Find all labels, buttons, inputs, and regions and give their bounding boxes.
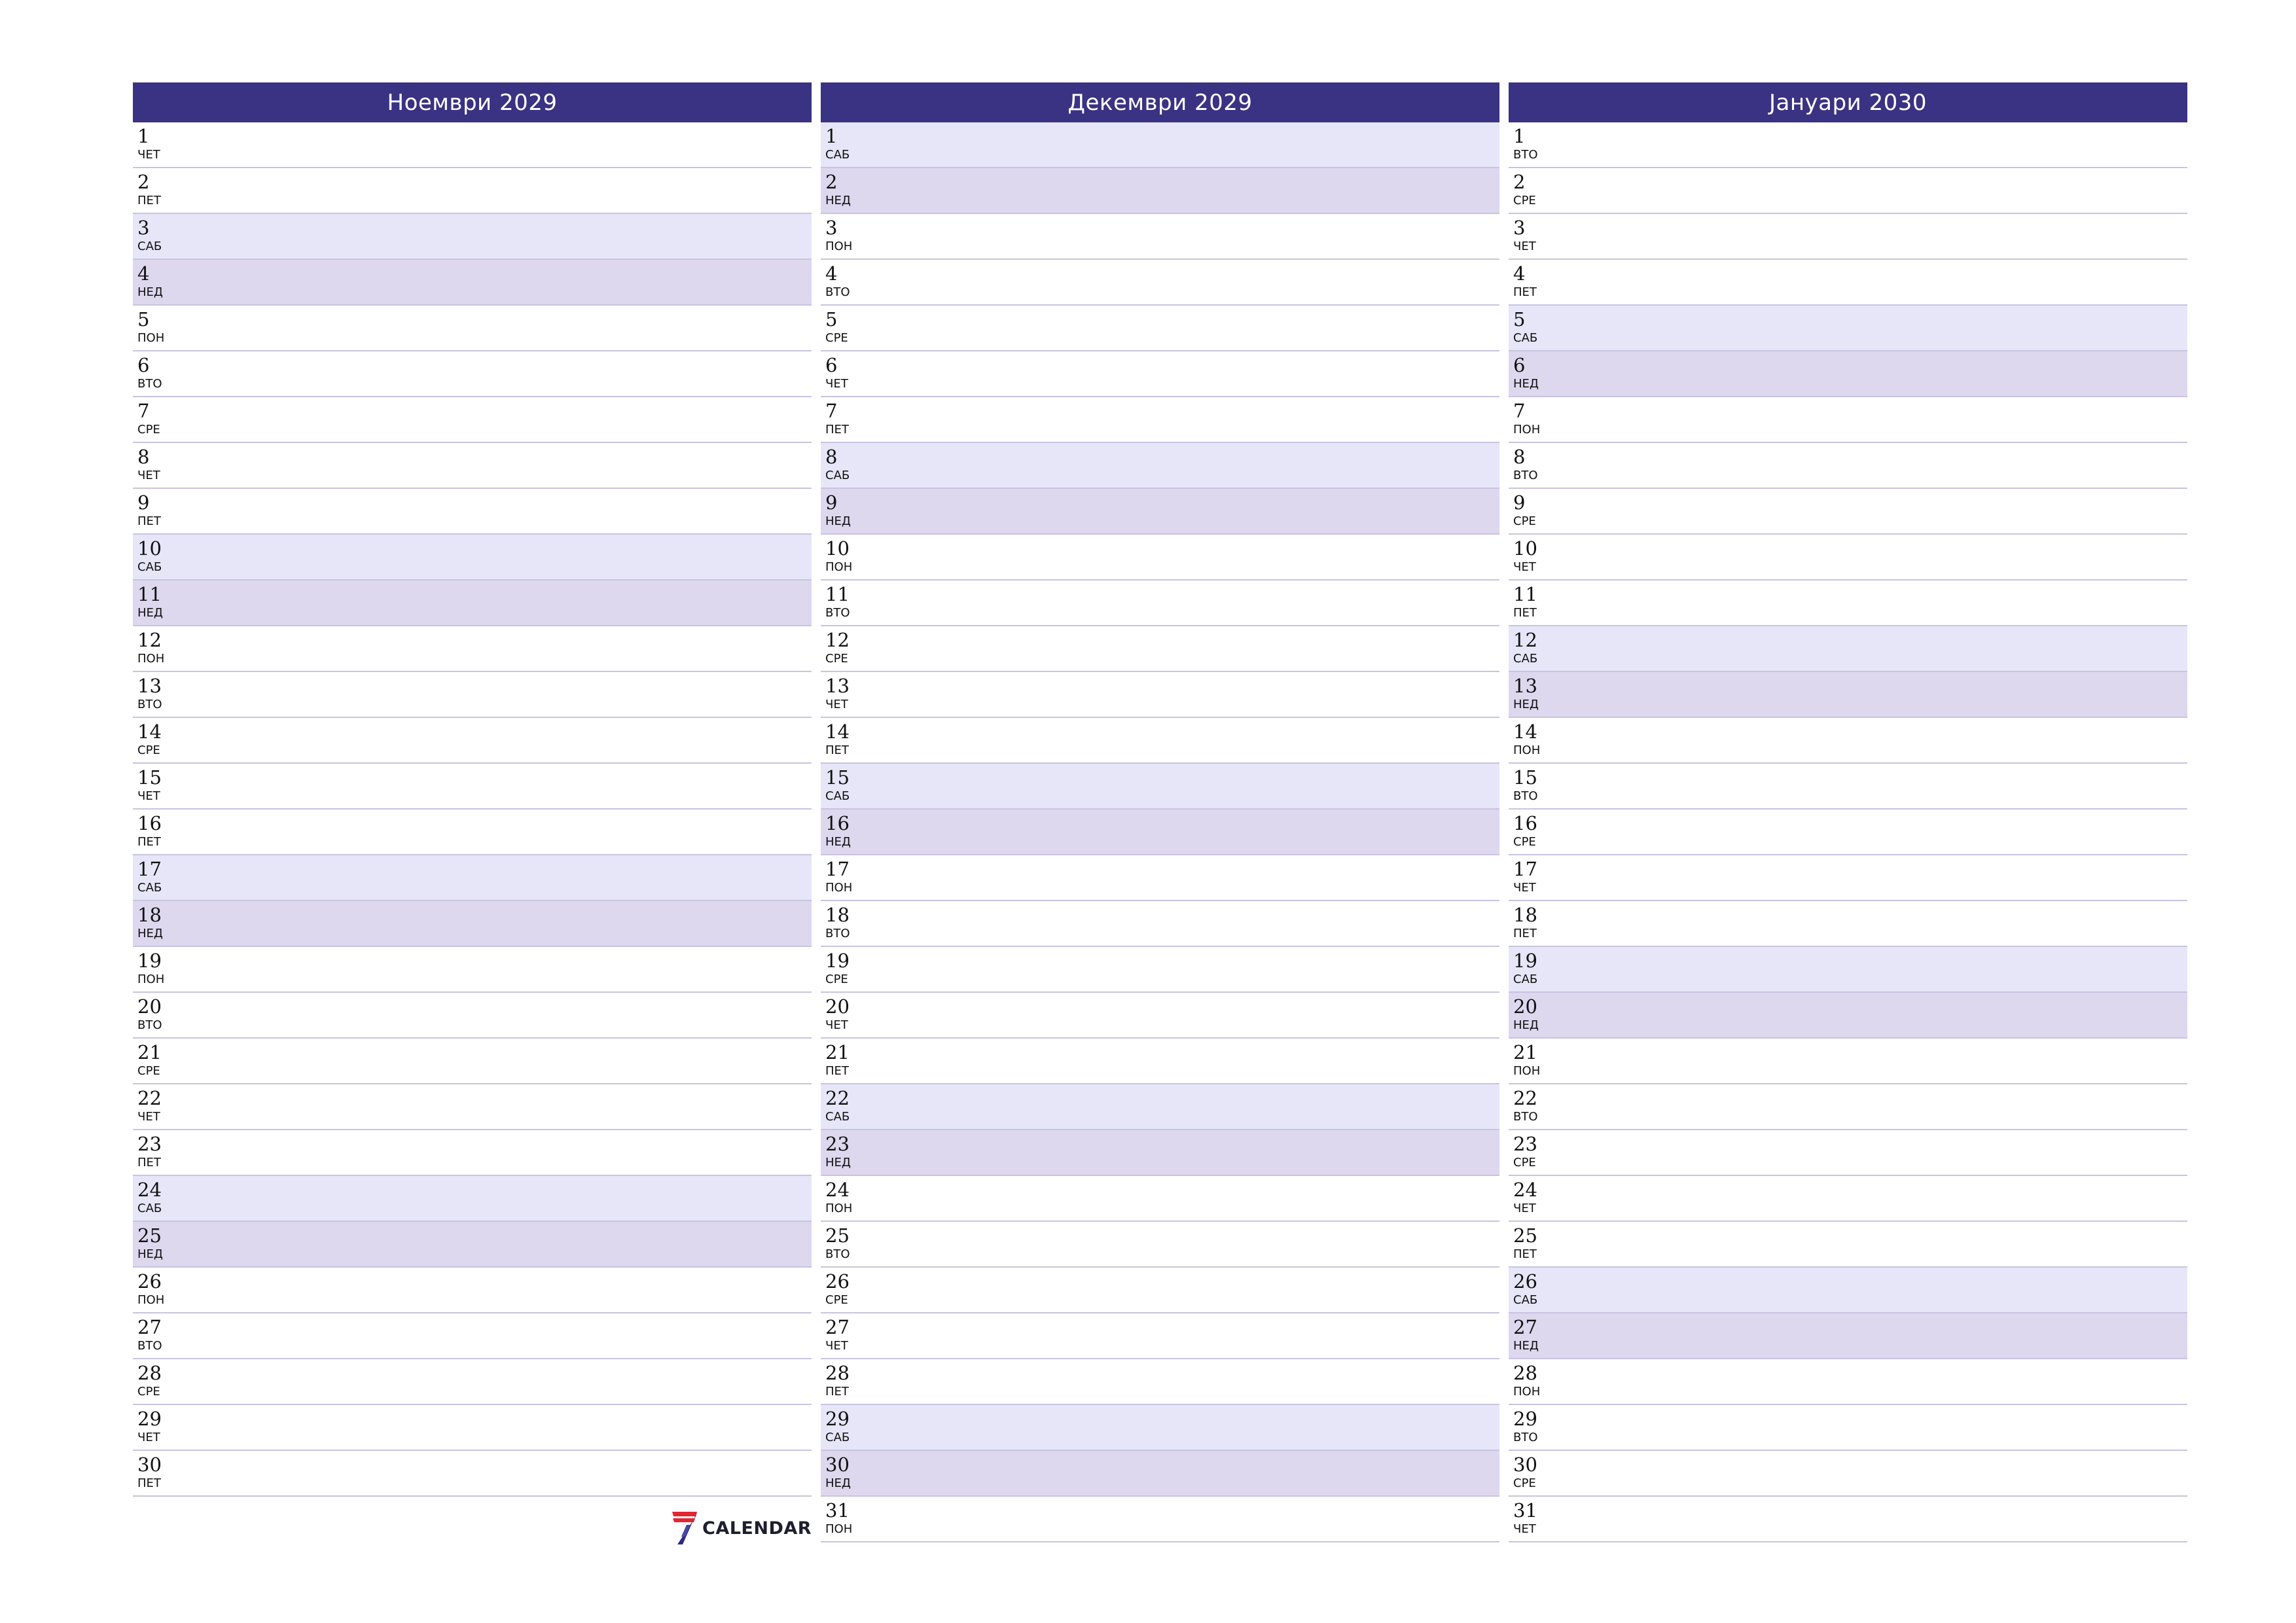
day-number: 17 <box>825 858 850 880</box>
day-of-week: САБ <box>825 1110 850 1124</box>
day-of-week: ПОН <box>825 240 853 253</box>
day-number: 12 <box>825 629 850 651</box>
day-of-week: СРЕ <box>1513 194 1536 207</box>
day-number: 6 <box>825 354 838 376</box>
day-row <box>1509 351 2187 397</box>
day-of-week: ПЕТ <box>1513 927 1537 940</box>
day-row <box>133 718 812 764</box>
day-row <box>821 1405 1499 1451</box>
day-of-week: ВТО <box>825 606 850 620</box>
day-number: 9 <box>1513 491 1526 514</box>
day-of-week: ВТО <box>137 698 162 711</box>
day-of-week: НЕД <box>825 194 851 207</box>
day-of-week: ВТО <box>1513 789 1538 803</box>
day-row <box>133 1130 812 1176</box>
day-row <box>1509 1084 2187 1130</box>
day-of-week: ЧЕТ <box>137 469 160 482</box>
day-number: 25 <box>825 1224 850 1247</box>
day-number: 13 <box>825 675 850 697</box>
day-of-week: ВТО <box>1513 469 1538 482</box>
day-row <box>821 810 1499 855</box>
day-number: 4 <box>1513 262 1526 285</box>
day-row <box>133 306 812 351</box>
day-number: 27 <box>825 1316 850 1338</box>
day-of-week: НЕД <box>825 514 851 528</box>
day-number: 7 <box>825 400 838 422</box>
day-number: 29 <box>825 1408 850 1430</box>
day-of-week: СРЕ <box>137 1064 160 1078</box>
day-of-week: САБ <box>137 881 162 895</box>
day-of-week: НЕД <box>825 1156 851 1169</box>
day-list <box>133 122 812 1497</box>
day-of-week: ПЕТ <box>825 1064 849 1078</box>
day-row <box>1509 1176 2187 1222</box>
day-of-week: ЧЕТ <box>1513 1202 1536 1215</box>
day-number: 10 <box>825 537 850 560</box>
day-number: 18 <box>137 904 162 926</box>
day-of-week: ВТО <box>1513 148 1538 162</box>
day-number: 4 <box>825 262 838 285</box>
day-row <box>133 855 812 901</box>
day-row <box>133 1451 812 1497</box>
day-row <box>821 1268 1499 1313</box>
day-of-week: ЧЕТ <box>1513 1522 1536 1536</box>
day-of-week: САБ <box>137 240 162 253</box>
day-number: 22 <box>1513 1087 1537 1109</box>
day-row <box>1509 580 2187 626</box>
day-row <box>821 260 1499 306</box>
day-of-week: ЧЕТ <box>825 1339 848 1353</box>
day-of-week: САБ <box>1513 972 1538 986</box>
day-number: 2 <box>137 171 150 193</box>
day-row <box>133 626 812 672</box>
day-number: 11 <box>1513 583 1537 605</box>
day-row <box>133 947 812 993</box>
day-row <box>133 535 812 580</box>
day-number: 20 <box>1513 995 1537 1018</box>
day-row <box>1509 1359 2187 1405</box>
day-row <box>821 1313 1499 1359</box>
day-number: 2 <box>825 171 838 193</box>
day-of-week: ЧЕТ <box>1513 881 1536 895</box>
month-column-november <box>133 82 812 1543</box>
day-of-week: НЕД <box>825 1476 851 1490</box>
month-column-january <box>1509 82 2187 1543</box>
day-number: 23 <box>137 1133 162 1155</box>
day-number: 23 <box>825 1133 850 1155</box>
day-row <box>1509 443 2187 489</box>
day-number: 15 <box>137 766 162 789</box>
day-number: 14 <box>825 721 850 743</box>
day-row <box>1509 672 2187 718</box>
day-row <box>1509 1039 2187 1084</box>
day-of-week: СРЕ <box>825 1293 848 1307</box>
day-of-week: САБ <box>1513 331 1538 345</box>
day-of-week: ПОН <box>825 1202 853 1215</box>
day-of-week: НЕД <box>1513 377 1539 391</box>
day-number: 6 <box>137 354 150 376</box>
day-row <box>821 718 1499 764</box>
day-row <box>133 1084 812 1130</box>
day-of-week: НЕД <box>1513 1018 1539 1032</box>
day-number: 31 <box>1513 1499 1537 1522</box>
day-number: 26 <box>825 1270 850 1293</box>
day-number: 6 <box>1513 354 1526 376</box>
day-row <box>1509 1497 2187 1543</box>
day-of-week: СРЕ <box>825 331 848 345</box>
day-number: 28 <box>825 1362 850 1384</box>
day-of-week: ПОН <box>825 881 853 895</box>
day-number: 3 <box>825 217 838 239</box>
day-of-week: ПЕТ <box>1513 606 1537 620</box>
day-number: 18 <box>1513 904 1537 926</box>
day-number: 20 <box>137 995 162 1018</box>
day-of-week: ЧЕТ <box>137 1110 160 1124</box>
day-number: 24 <box>825 1179 850 1201</box>
month-header: Ноември 2029 <box>133 82 812 122</box>
day-row <box>133 810 812 855</box>
day-row <box>821 764 1499 810</box>
day-of-week: СРЕ <box>825 972 848 986</box>
day-of-week: СРЕ <box>1513 1156 1536 1169</box>
day-row <box>1509 901 2187 947</box>
day-of-week: ЧЕТ <box>1513 240 1536 253</box>
day-number: 10 <box>1513 537 1537 560</box>
day-of-week: ЧЕТ <box>137 789 160 803</box>
day-of-week: ВТО <box>137 1339 162 1353</box>
day-number: 13 <box>137 675 162 697</box>
day-of-week: ПЕТ <box>825 743 849 757</box>
day-number: 7 <box>1513 400 1526 422</box>
day-list <box>821 122 1499 1543</box>
day-of-week: ВТО <box>1513 1431 1538 1444</box>
day-row <box>1509 535 2187 580</box>
day-row <box>133 1313 812 1359</box>
day-row <box>1509 122 2187 168</box>
day-number: 25 <box>137 1224 162 1247</box>
day-of-week: ВТО <box>137 377 162 391</box>
day-row <box>133 1039 812 1084</box>
day-number: 16 <box>1513 812 1537 834</box>
day-row <box>1509 397 2187 443</box>
day-row <box>821 535 1499 580</box>
day-row <box>1509 718 2187 764</box>
day-of-week: ПОН <box>825 560 853 574</box>
day-number: 5 <box>137 308 150 330</box>
day-of-week: ПОН <box>1513 1385 1541 1399</box>
day-row <box>133 901 812 947</box>
day-row <box>821 306 1499 351</box>
day-number: 1 <box>137 125 150 147</box>
day-of-week: ЧЕТ <box>137 1431 160 1444</box>
day-row <box>821 901 1499 947</box>
day-of-week: САБ <box>825 789 850 803</box>
day-row <box>1509 810 2187 855</box>
day-of-week: ПЕТ <box>137 1156 161 1169</box>
day-number: 17 <box>1513 858 1537 880</box>
day-of-week: ВТО <box>825 927 850 940</box>
month-header: Декември 2029 <box>821 82 1499 122</box>
day-row <box>821 214 1499 260</box>
day-row <box>133 260 812 306</box>
day-of-week: САБ <box>825 148 850 162</box>
day-of-week: ПОН <box>825 1522 853 1536</box>
day-of-week: ПОН <box>1513 423 1541 437</box>
day-number: 3 <box>1513 217 1526 239</box>
day-number: 16 <box>137 812 162 834</box>
day-of-week: ПОН <box>1513 743 1541 757</box>
day-number: 19 <box>825 950 850 972</box>
day-number: 2 <box>1513 171 1526 193</box>
day-of-week: СРЕ <box>137 423 160 437</box>
day-row <box>821 1497 1499 1543</box>
day-number: 29 <box>137 1408 162 1430</box>
day-row <box>821 443 1499 489</box>
day-of-week: ПОН <box>137 972 165 986</box>
day-number: 22 <box>137 1087 162 1109</box>
day-number: 21 <box>825 1041 850 1063</box>
day-of-week: САБ <box>1513 1293 1538 1307</box>
day-row <box>821 1176 1499 1222</box>
day-of-week: ПОН <box>1513 1064 1541 1078</box>
day-number: 5 <box>1513 308 1526 330</box>
day-number: 26 <box>137 1270 162 1293</box>
day-row <box>133 1222 812 1268</box>
day-row <box>133 672 812 718</box>
day-of-week: ПОН <box>137 331 165 345</box>
brand-logo <box>671 1510 812 1546</box>
day-number: 24 <box>1513 1179 1537 1201</box>
day-number: 19 <box>137 950 162 972</box>
day-number: 28 <box>137 1362 162 1384</box>
day-of-week: ПОН <box>137 652 165 666</box>
day-number: 15 <box>1513 766 1537 789</box>
day-row <box>133 580 812 626</box>
seven-logo-icon <box>671 1510 698 1546</box>
day-row <box>821 993 1499 1039</box>
day-number: 8 <box>1513 446 1526 468</box>
day-number: 4 <box>137 262 150 285</box>
day-number: 29 <box>1513 1408 1537 1430</box>
day-number: 20 <box>825 995 850 1018</box>
day-number: 21 <box>1513 1041 1537 1063</box>
day-of-week: САБ <box>137 560 162 574</box>
day-row <box>821 397 1499 443</box>
day-row <box>133 1176 812 1222</box>
day-row <box>821 122 1499 168</box>
day-number: 26 <box>1513 1270 1537 1293</box>
day-row <box>1509 626 2187 672</box>
day-of-week: ПЕТ <box>137 514 161 528</box>
day-row <box>1509 260 2187 306</box>
day-row <box>821 1222 1499 1268</box>
day-row <box>1509 489 2187 535</box>
day-row <box>1509 1313 2187 1359</box>
day-row <box>133 1405 812 1451</box>
day-number: 19 <box>1513 950 1537 972</box>
day-number: 24 <box>137 1179 162 1201</box>
day-of-week: САБ <box>1513 652 1538 666</box>
day-of-week: СРЕ <box>137 1385 160 1399</box>
day-number: 11 <box>137 583 162 605</box>
day-row <box>821 672 1499 718</box>
day-of-week: НЕД <box>137 927 163 940</box>
day-row <box>821 1130 1499 1176</box>
logo-text: CALENDAR <box>702 1518 812 1539</box>
day-row <box>133 443 812 489</box>
day-of-week: ВТО <box>1513 1110 1538 1124</box>
day-number: 1 <box>1513 125 1526 147</box>
day-number: 12 <box>137 629 162 651</box>
day-number: 8 <box>825 446 838 468</box>
day-of-week: НЕД <box>1513 698 1539 711</box>
day-number: 9 <box>825 491 838 514</box>
day-row <box>1509 855 2187 901</box>
day-of-week: СРЕ <box>1513 835 1536 849</box>
day-number: 27 <box>137 1316 162 1338</box>
day-number: 18 <box>825 904 850 926</box>
day-of-week: НЕД <box>1513 1339 1539 1353</box>
day-of-week: СРЕ <box>137 743 160 757</box>
day-row <box>1509 1405 2187 1451</box>
day-number: 21 <box>137 1041 162 1063</box>
day-of-week: СРЕ <box>1513 1476 1536 1490</box>
day-row <box>133 489 812 535</box>
day-number: 16 <box>825 812 850 834</box>
day-row <box>821 489 1499 535</box>
day-of-week: НЕД <box>137 285 163 299</box>
day-number: 9 <box>137 491 150 514</box>
day-of-week: ЧЕТ <box>137 148 160 162</box>
day-number: 14 <box>1513 721 1537 743</box>
day-row <box>821 580 1499 626</box>
day-number: 10 <box>137 537 162 560</box>
day-of-week: ПОН <box>137 1293 165 1307</box>
day-of-week: ПЕТ <box>137 835 161 849</box>
day-number: 15 <box>825 766 850 789</box>
day-of-week: САБ <box>825 1431 850 1444</box>
day-of-week: ВТО <box>825 285 850 299</box>
day-row <box>821 626 1499 672</box>
day-number: 8 <box>137 446 150 468</box>
day-of-week: НЕД <box>137 1247 163 1261</box>
day-number: 5 <box>825 308 838 330</box>
day-row <box>133 351 812 397</box>
day-row <box>821 1039 1499 1084</box>
calendar-grid <box>133 82 2188 1543</box>
day-row <box>1509 947 2187 993</box>
day-row <box>1509 1130 2187 1176</box>
day-of-week: ЧЕТ <box>825 377 848 391</box>
day-number: 27 <box>1513 1316 1537 1338</box>
day-of-week: САБ <box>137 1202 162 1215</box>
day-of-week: ПЕТ <box>825 1385 849 1399</box>
day-of-week: ЧЕТ <box>1513 560 1536 574</box>
day-row <box>133 1268 812 1313</box>
day-number: 30 <box>825 1454 850 1476</box>
day-row <box>1509 168 2187 214</box>
day-row <box>133 397 812 443</box>
day-number: 23 <box>1513 1133 1537 1155</box>
day-row <box>1509 1268 2187 1313</box>
day-of-week: СРЕ <box>825 652 848 666</box>
day-number: 12 <box>1513 629 1537 651</box>
day-row <box>821 168 1499 214</box>
day-of-week: ПЕТ <box>825 423 849 437</box>
day-row <box>133 122 812 168</box>
day-number: 30 <box>137 1454 162 1476</box>
day-row <box>1509 214 2187 260</box>
day-of-week: НЕД <box>137 606 163 620</box>
day-row <box>821 1084 1499 1130</box>
day-row <box>133 168 812 214</box>
day-row <box>1509 764 2187 810</box>
day-of-week: САБ <box>825 469 850 482</box>
day-of-week: ЧЕТ <box>825 698 848 711</box>
day-of-week: ВТО <box>825 1247 850 1261</box>
day-number: 25 <box>1513 1224 1537 1247</box>
day-number: 14 <box>137 721 162 743</box>
day-row <box>133 993 812 1039</box>
day-of-week: НЕД <box>825 835 851 849</box>
day-row <box>1509 1222 2187 1268</box>
day-row <box>1509 993 2187 1039</box>
day-of-week: ВТО <box>137 1018 162 1032</box>
day-row <box>821 855 1499 901</box>
day-number: 30 <box>1513 1454 1537 1476</box>
day-number: 22 <box>825 1087 850 1109</box>
day-number: 11 <box>825 583 850 605</box>
day-of-week: ПЕТ <box>1513 285 1537 299</box>
day-number: 1 <box>825 125 838 147</box>
day-of-week: ПЕТ <box>137 194 161 207</box>
day-row <box>821 1359 1499 1405</box>
day-of-week: ЧЕТ <box>825 1018 848 1032</box>
day-row <box>133 1359 812 1405</box>
day-of-week: ПЕТ <box>1513 1247 1537 1261</box>
month-column-december <box>821 82 1499 1543</box>
day-of-week: ПЕТ <box>137 1476 161 1490</box>
day-row <box>1509 306 2187 351</box>
day-of-week: СРЕ <box>1513 514 1536 528</box>
month-header: Јануари 2030 <box>1509 82 2187 122</box>
day-row <box>1509 1451 2187 1497</box>
day-number: 7 <box>137 400 150 422</box>
day-number: 3 <box>137 217 150 239</box>
day-number: 17 <box>137 858 162 880</box>
day-list <box>1509 122 2187 1543</box>
day-number: 31 <box>825 1499 850 1522</box>
day-number: 28 <box>1513 1362 1537 1384</box>
day-row <box>821 1451 1499 1497</box>
day-row <box>133 764 812 810</box>
day-row <box>821 947 1499 993</box>
day-row <box>133 214 812 260</box>
day-row <box>821 351 1499 397</box>
day-number: 13 <box>1513 675 1537 697</box>
